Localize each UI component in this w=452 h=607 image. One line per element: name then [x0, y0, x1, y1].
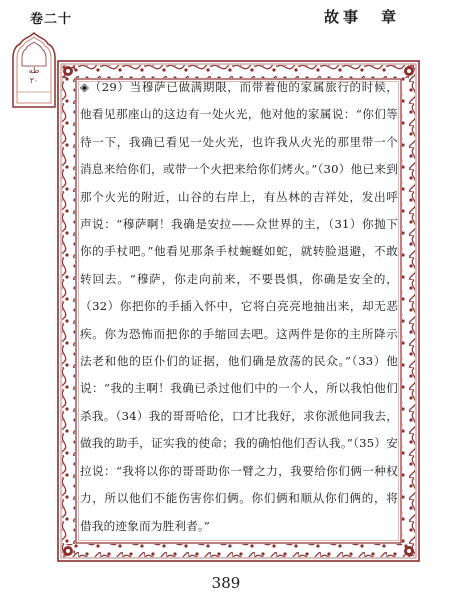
verse-paragraph: ◈（29）当穆萨已做满期限，而带着他的家属旅行的时候，他看见那座山的这边有一处火光，他对他的家属说：“你们等待一下，我确已看见一处火光，也许我从火光的那里带一个消息来给你们，或带一个火把来给你们烤火。”（30）他已来到那个火光的附近，山谷的右岸上，有丛林的吉祥处，发出呼声说：“穆萨啊！我确是安拉——众世界的主，（31）你抛下你的手杖吧。”他看见那条手杖蜿蜒如蛇，就转脸退避，不敢转回去。“穆萨，你走向前来，不要畏惧，你确是安全的，（32）你把你的手插入怀中，它将白亮亮地抽出来，却无恶疾。你为恐怖而把你的手缩回去吧。这两件是你的主所降示法老和他的臣仆们的证据，他们确是放荡的民众。”（33）他说：“我的主啊！我确已杀过他们中的一个人，所以我怕他们杀我。（34）我的哥哥哈伦，口才比我好，求你派他同我去，做我的助手，证实我的使命；我的确怕他们否认我。”（35）安拉说：“我将以你的哥哥助你一臂之力，我要给你们俩一种权力，所以他们不能伤害你们俩。你们俩和顺从你们俩的，将借我的迹象而为胜利者。” — [80, 80, 398, 533]
chapter-title: 故事 章 — [323, 8, 400, 26]
chapter-tab-label — [12, 66, 56, 86]
tab-arabic-number: ٢٠ — [29, 76, 39, 85]
tab-arabic-script: طه — [28, 66, 40, 75]
verse-text-body — [80, 74, 398, 540]
volume-label: 卷二十 — [30, 12, 73, 27]
page-number: 389 — [211, 574, 241, 592]
